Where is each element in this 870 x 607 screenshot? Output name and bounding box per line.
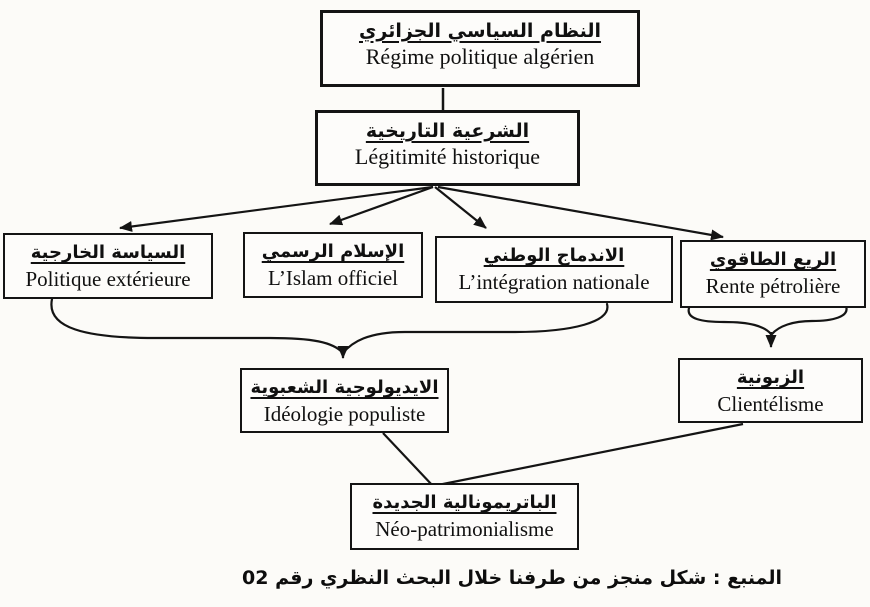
node-label-arabic: الاندماج الوطني (483, 245, 625, 266)
node-label-french: L’Islam officiel (267, 266, 399, 290)
node-label-arabic: الريع الطاقوي (709, 249, 837, 270)
edge-clientelisme-neo (433, 424, 743, 486)
node-label-french: Légitimité historique (354, 144, 541, 169)
node-label-arabic: الباتريمونالية الجديدة (372, 492, 557, 513)
node-ideologie-populiste (240, 368, 449, 433)
node-label-arabic: الإسلام الرسمي (261, 241, 405, 262)
node-clientelisme (678, 358, 863, 423)
edge-legitimite-integration (435, 187, 486, 228)
node-label-arabic: الايديولوجية الشعبوية (250, 377, 439, 398)
edge-legitimite-islam (330, 187, 433, 224)
edge-legitimite-rente (438, 187, 723, 237)
edge-brace-left-to-ideologie (51, 299, 343, 353)
node-label-french: Régime politique algérien (365, 44, 595, 69)
node-label-french: Idéologie populiste (263, 402, 426, 426)
edge-brace-right-rente-clientelisme (772, 306, 847, 334)
node-label-arabic: السياسة الخارجية (30, 242, 186, 263)
node-neo-patrimonialisme (350, 483, 579, 550)
node-label-french: Politique extérieure (25, 267, 191, 291)
node-regime-politique-algerien (320, 10, 640, 87)
node-label-arabic: الشرعية التاريخية (365, 120, 530, 142)
node-integration-nationale (435, 236, 673, 303)
node-rente-petroliere (680, 240, 866, 308)
source-caption: المنبع : شكل منجز من طرفنا خلال البحث النظري رقم 02 (242, 567, 782, 589)
node-label-french: Rente pétrolière (705, 274, 841, 298)
node-label-arabic: الزبونية (736, 367, 805, 388)
edge-legitimite-politique-ext (120, 187, 433, 228)
node-label-arabic: النظام السياسي الجزائري (358, 20, 602, 42)
node-politique-exterieure (3, 233, 213, 299)
edge-ideologie-neo (383, 433, 433, 486)
node-islam-officiel (243, 232, 423, 298)
node-label-french: Clientélisme (717, 392, 824, 416)
node-label-french: L’intégration nationale (458, 270, 650, 294)
edge-brace-right-to-ideologie (343, 304, 607, 353)
node-label-french: Néo-patrimonialisme (375, 517, 554, 541)
node-legitimite-historique (315, 110, 580, 186)
edge-brace-left-rente-clientelisme (689, 308, 771, 334)
